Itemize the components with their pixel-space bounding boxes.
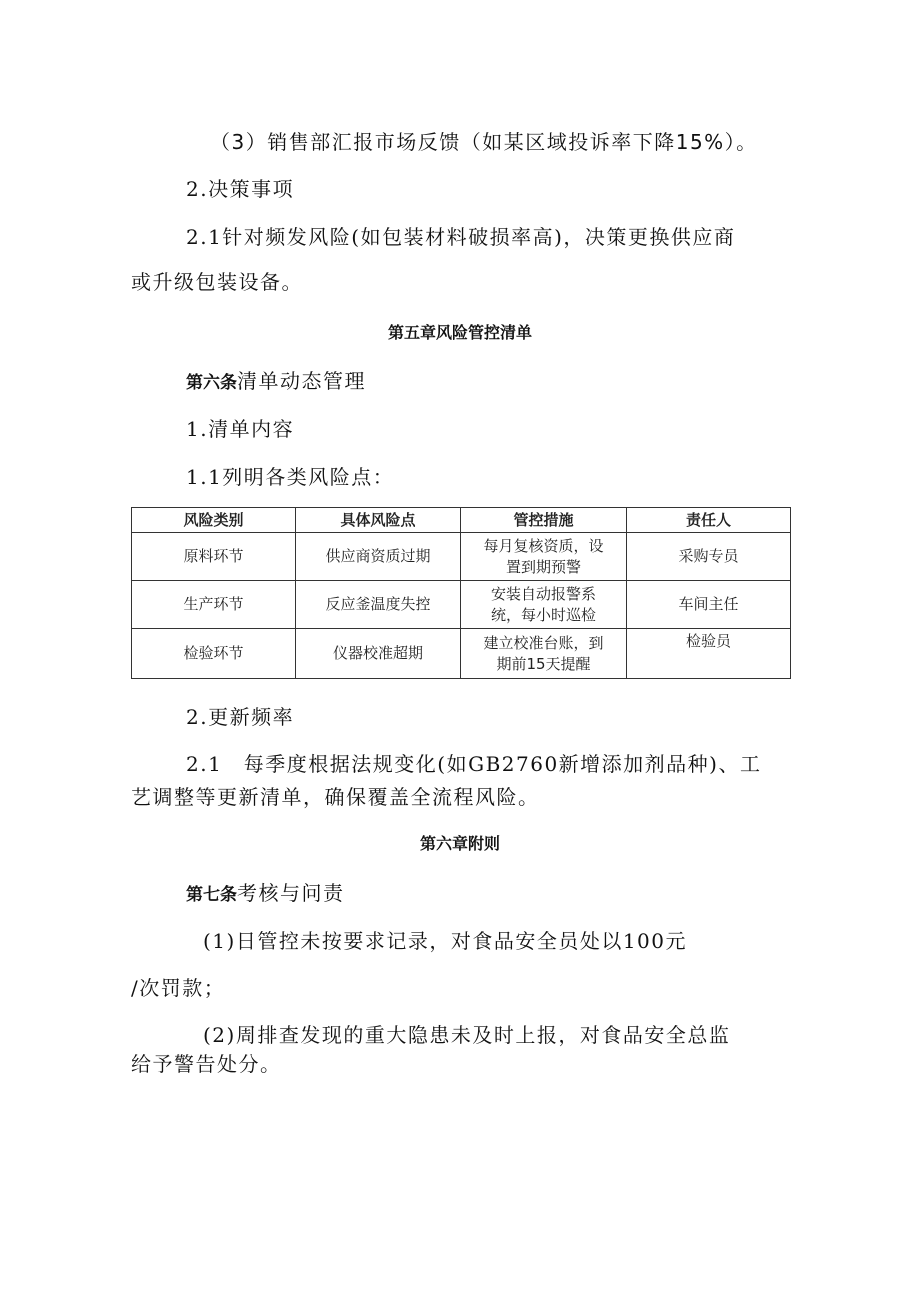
- cell-risk: 反应釜温度失控: [296, 581, 461, 629]
- measure-line: 每月复核资质，设: [483, 536, 604, 555]
- cell-owner: 车间主任: [627, 581, 791, 629]
- chapter5-title: 第五章风险管控清单: [387, 323, 532, 342]
- penalty-item2-line2: 给予警告处分。: [131, 1052, 282, 1076]
- header-risk-point: 具体风险点: [296, 508, 461, 533]
- measure-line: 期前15天提醒: [496, 654, 591, 673]
- article7-heading: [186, 877, 345, 906]
- article6-label: 第六条: [186, 373, 237, 393]
- header-owner: 责任人: [627, 508, 791, 533]
- chapter6-title: 第六章附则: [419, 834, 500, 853]
- list-risk-points-intro: 1.1列明各类风险点：: [186, 465, 395, 489]
- update-frequency-heading: 2.更新频率: [186, 705, 295, 729]
- header-control-measure: 管控措施: [461, 508, 627, 533]
- risk-control-table: [131, 507, 791, 679]
- decision-paragraph-line1: 2.1针对频发风险(如包装材料破损率高)，决策更换供应商: [186, 225, 736, 249]
- cell-owner: 采购专员: [627, 533, 791, 581]
- cell-category: 原料环节: [132, 533, 296, 581]
- update-paragraph-line2: 艺调整等更新清单，确保覆盖全流程风险。: [131, 785, 540, 809]
- table-row: [132, 533, 791, 581]
- update-paragraph-line1: 2.1 每季度根据法规变化(如GB2760新增添加剂品种)、工: [186, 752, 762, 776]
- article7-label: 第七条: [186, 885, 237, 905]
- penalty-item2-line1: (2)周排查发现的重大隐患未及时上报，对食品安全总监: [203, 1023, 731, 1047]
- cell-measure: [461, 533, 627, 581]
- measure-line: 安装自动报警系: [490, 584, 596, 603]
- cell-risk: 仪器校准超期: [296, 629, 461, 679]
- article7-text: 考核与问责: [237, 881, 345, 905]
- cell-category: 检验环节: [132, 629, 296, 679]
- decision-matters-heading: 2.决策事项: [186, 177, 295, 201]
- article6-text: 清单动态管理: [237, 369, 366, 393]
- penalty-item1-line1: (1)日管控未按要求记录，对食品安全员处以100元: [203, 929, 688, 953]
- measure-line: 置到期预警: [505, 557, 581, 576]
- cell-risk: 供应商资质过期: [296, 533, 461, 581]
- table-row: [132, 629, 791, 679]
- header-risk-category: 风险类别: [132, 508, 296, 533]
- cell-measure: [461, 629, 627, 679]
- article6-heading: [186, 365, 366, 394]
- list-content-heading: 1.清单内容: [186, 417, 295, 441]
- cell-owner: 检验员: [627, 629, 791, 679]
- measure-line: 统，每小时巡检: [490, 605, 596, 624]
- table-row: [132, 581, 791, 629]
- measure-line: 建立校准台账，到: [483, 633, 604, 652]
- cell-category: 生产环节: [132, 581, 296, 629]
- sales-feedback-item: （3）销售部汇报市场反馈（如某区域投诉率下降15%）。: [210, 130, 758, 154]
- penalty-item1-line2: /次罚款；: [131, 976, 226, 1000]
- decision-paragraph-line2: 或升级包装设备。: [131, 270, 303, 294]
- cell-measure: [461, 581, 627, 629]
- table-header-row: [132, 508, 791, 533]
